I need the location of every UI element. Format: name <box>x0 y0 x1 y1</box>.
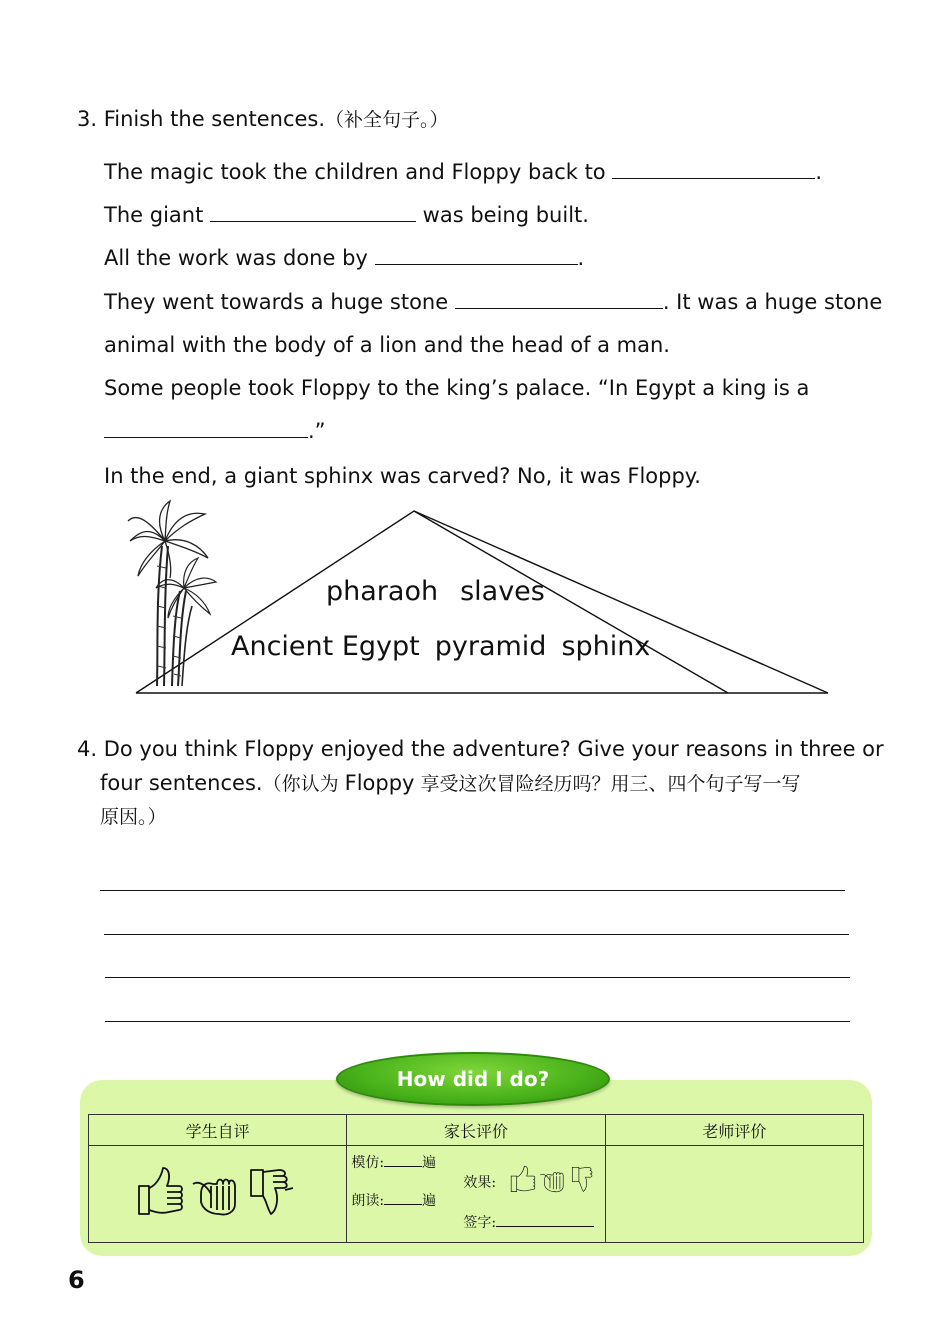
sentence-8: In the end, a giant sphinx was carved? No, it was Floppy. <box>104 464 701 488</box>
ok-hand-icon <box>193 1180 235 1215</box>
blank-2[interactable] <box>210 203 416 222</box>
col-parent: 家长评价 <box>347 1115 605 1146</box>
sentence-7: .” <box>104 419 326 443</box>
sign-blank[interactable] <box>496 1214 594 1227</box>
sentence-5: animal with the body of a lion and the head of a man. <box>104 333 670 357</box>
blank-3[interactable] <box>375 246 578 265</box>
student-cell <box>89 1146 347 1243</box>
evaluation-table <box>88 1114 864 1243</box>
writing-line-1[interactable] <box>100 890 845 891</box>
sentence-4: They went towards a huge stone . It was a huge stone <box>104 290 883 314</box>
small-thumbs-up-icon <box>512 1166 536 1191</box>
thumbs-down-icon <box>251 1170 293 1214</box>
question-4-line-1: 4. Do you think Floppy enjoyed the adventure? Give your reasons in three or <box>77 737 884 761</box>
writing-line-2[interactable] <box>104 934 849 935</box>
imitate-row: 模仿: 遍 <box>351 1155 437 1171</box>
parent-cell <box>347 1146 605 1243</box>
question-4-line-2: four sentences.（你认为 Floppy 享受这次冒险经历吗？用三、四个句子写一写 <box>100 771 801 795</box>
col-teacher: 老师评价 <box>605 1115 863 1146</box>
self-rating-icons <box>135 1164 295 1228</box>
imitate-count-blank[interactable] <box>384 1154 422 1167</box>
sentence-2: The giant was being built. <box>104 203 589 227</box>
small-ok-hand-icon <box>540 1173 563 1192</box>
read-row: 朗读: 遍 <box>351 1193 437 1209</box>
blank-1[interactable] <box>612 160 815 179</box>
col-student: 学生自评 <box>89 1115 347 1146</box>
question-4-line-3: 原因。） <box>100 806 167 828</box>
how-did-i-do-banner: How did I do? <box>336 1052 610 1106</box>
effect-rating-icons <box>509 1164 599 1196</box>
word-sphinx: sphinx <box>561 631 651 662</box>
sentence-6: Some people took Floppy to the king’s palace. “In Egypt a king is a <box>104 376 810 400</box>
word-pyramid: pyramid <box>434 631 547 662</box>
page-number: 6 <box>68 1266 85 1294</box>
question-3-title: 3. Finish the sentences.（补全句子。） <box>77 107 449 131</box>
word-bank-row-2 <box>231 631 650 662</box>
sign-row: 签字: <box>463 1212 594 1232</box>
teacher-cell[interactable] <box>605 1146 863 1243</box>
word-bank-row-1 <box>326 576 545 607</box>
sentence-3: All the work was done by . <box>104 246 585 270</box>
blank-4[interactable] <box>455 290 663 309</box>
word-pharaoh: pharaoh <box>326 576 439 607</box>
writing-line-4[interactable] <box>105 1021 850 1022</box>
read-count-blank[interactable] <box>384 1192 422 1205</box>
palm-fronds-1 <box>128 501 208 578</box>
effect-label: 效果: <box>463 1175 497 1191</box>
small-thumbs-down-icon <box>573 1167 593 1191</box>
writing-line-3[interactable] <box>105 977 850 978</box>
word-ancient-egypt: Ancient Egypt <box>231 631 420 662</box>
blank-5[interactable] <box>104 419 308 438</box>
thumbs-up-icon <box>139 1168 182 1214</box>
sentence-1: The magic took the children and Floppy back to . <box>104 160 823 184</box>
word-slaves: slaves <box>460 576 545 607</box>
